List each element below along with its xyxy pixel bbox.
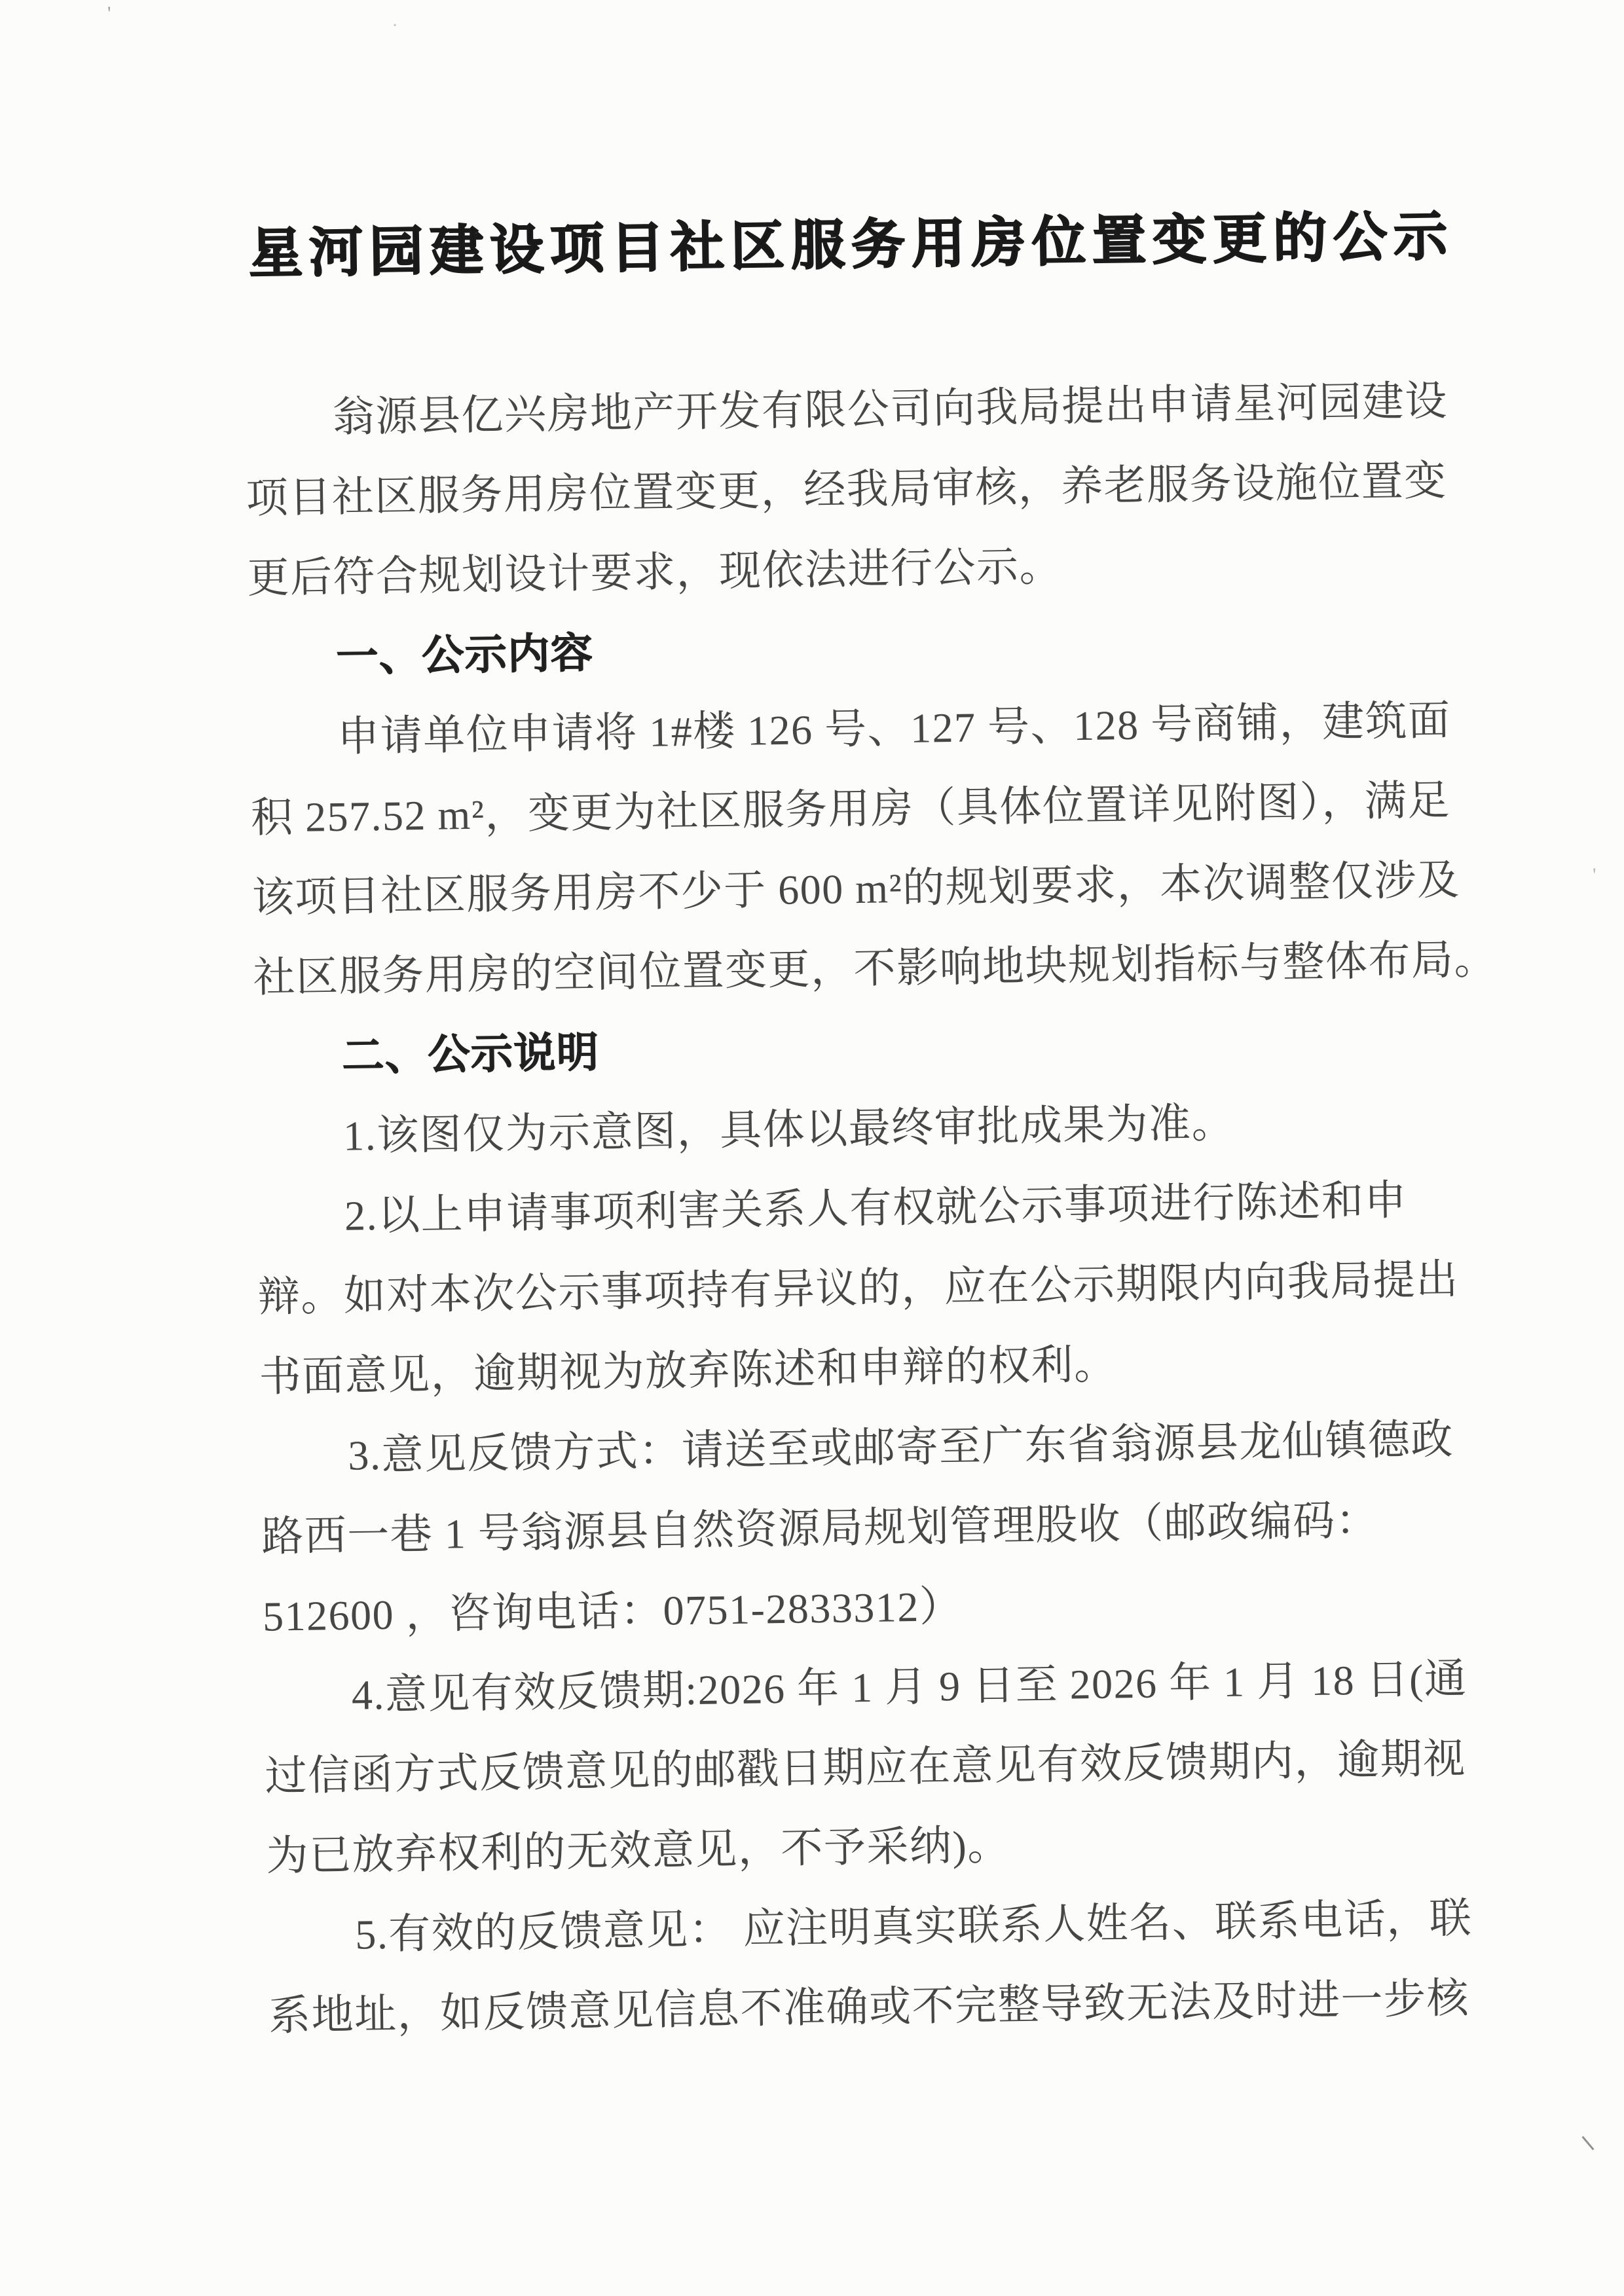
section-heading-1: 一、公示内容 bbox=[335, 630, 594, 680]
paragraph-line: 系地址，如反馈意见信息不准确或不完整导致无法及时进一步核 bbox=[268, 1975, 1470, 2039]
list-item-4: 4.意见有效反馈期:2026 年 1 月 9 日至 2026 年 1 月 18 日(通 bbox=[351, 1655, 1467, 1719]
paragraph-line: 为已放弃权利的无效意见，不予采纳)。 bbox=[266, 1821, 1011, 1880]
paragraph-line: 翁源县亿兴房地产开发有限公司向我局提出申请星河园建设 bbox=[332, 377, 1449, 441]
paragraph-line: 512600 ，咨询电话：0751-2833312） bbox=[262, 1582, 963, 1640]
scan-artifact: ' bbox=[107, 3, 111, 24]
paragraph-line: 书面意见，逾期视为放弃陈述和申辩的权利。 bbox=[259, 1341, 1118, 1400]
scan-artifact: ' bbox=[1593, 864, 1596, 886]
paragraph-line: 该项目社区服务用房不少于 600 m²的规划要求，本次调整仅涉及 bbox=[251, 856, 1461, 921]
list-item-3: 3.意见反馈方式：请送至或邮寄至广东省翁源县龙仙镇德政 bbox=[347, 1415, 1454, 1479]
paragraph-line: 更后符合规划设计要求，现依法进行公示。 bbox=[247, 543, 1063, 602]
paragraph-line: 积 257.52 m²，变更为社区服务用房（具体位置详见附图），满足 bbox=[250, 776, 1451, 841]
page-title: 星河园建设项目社区服务用房位置变更的公示 bbox=[248, 206, 1454, 284]
list-item-1: 1.该图仅为示意图，具体以最终审批成果为准。 bbox=[342, 1099, 1235, 1159]
paragraph-line: 社区服务用房的空间位置变更，不影响地块规划指标与整体布局。 bbox=[253, 936, 1498, 1001]
paragraph-line: 路西一巷 1 号翁源县自然资源局规划管理股收（邮政编码： bbox=[261, 1497, 1379, 1560]
paragraph-line: 辩。如对本次公示事项持有异议的，应在公示期限内向我局提出 bbox=[257, 1256, 1460, 1321]
scan-artifact: · bbox=[392, 14, 398, 36]
list-item-5: 5.有效的反馈意见： 应注明真实联系人姓名、联系电话，联 bbox=[354, 1895, 1473, 1958]
paragraph-line: 申请单位申请将 1#楼 126 号、127 号、128 号商铺，建筑面 bbox=[337, 697, 1452, 760]
paragraph-line: 过信函方式反馈意见的邮戳日期应在意见有效反馈期内，逾期视 bbox=[265, 1735, 1467, 1800]
document-content bbox=[242, 187, 1498, 2056]
scan-artifact bbox=[1581, 2136, 1594, 2151]
section-heading-2: 二、公示说明 bbox=[341, 1029, 600, 1080]
paragraph-line: 项目社区服务用房位置变更，经我局审核，养老服务设施位置变 bbox=[246, 457, 1448, 522]
list-item-2: 2.以上申请事项利害关系人有权就公示事项进行陈述和申 bbox=[344, 1176, 1408, 1239]
